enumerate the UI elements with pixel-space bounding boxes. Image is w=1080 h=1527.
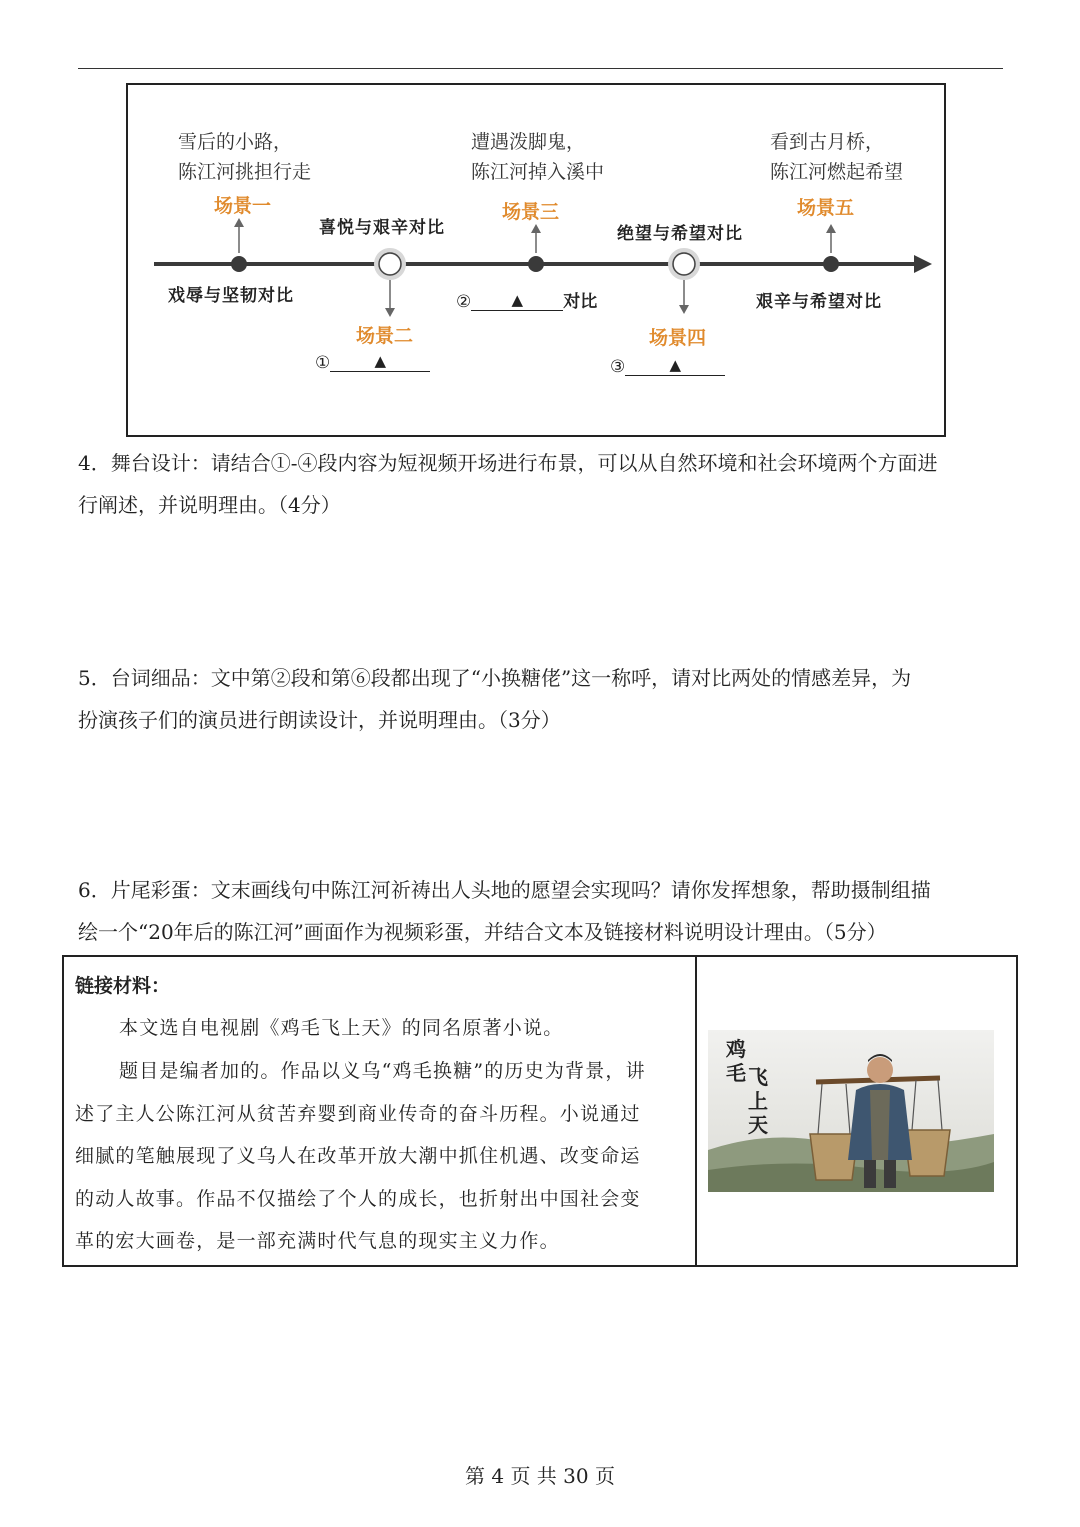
up-arrow bbox=[234, 218, 244, 227]
question-6: 6．片尾彩蛋：文末画线句中陈江河祈祷出人头地的愿望会实现吗？请你发挥想象，帮助摄制组描 绘一个“20年后的陈江河”画面作为视频彩蛋，并结合文本及链接材料说明设计理由。（5分） bbox=[78, 878, 931, 944]
scene-one-dot bbox=[231, 256, 247, 272]
scene-four-label: 场景四 bbox=[649, 327, 707, 349]
question-5: 5．台词细品：文中第②段和第⑥段都出现了“小换糖佬”这一称呼，请对比两处的情感差异，为 扮演孩子们的演员进行朗读设计，并说明理由。（3分） bbox=[78, 666, 912, 732]
up-arrow bbox=[826, 224, 836, 233]
timeline-arrowhead bbox=[914, 255, 932, 273]
scene-three-label: 场景三 bbox=[502, 201, 560, 223]
scene-five-label: 场景五 bbox=[797, 197, 855, 219]
scene-two-label: 场景二 bbox=[356, 325, 414, 347]
scene-one-desc: 雪后的小路， 陈江河挑担行走 bbox=[178, 131, 312, 183]
scene-three-desc: 遭遇泼脚鬼， 陈江河掉入溪中 bbox=[471, 131, 605, 183]
question-4: 4．舞台设计：请结合①-④段内容为短视频开场进行布景，可以从自然环境和社会环境两个方面进 行阐述，并说明理由。（4分） bbox=[78, 451, 938, 517]
blank-one: ① ▲ bbox=[315, 353, 430, 374]
material-title: 链接材料： bbox=[75, 975, 171, 997]
material-line: 题目是编者加的。作品以义乌“鸡毛换糖”的历史为背景，讲 bbox=[119, 1060, 646, 1082]
material-line: 细腻的笔触展现了义乌人在改革开放大潮中抓住机遇、改变命运 bbox=[75, 1145, 641, 1167]
scene-three-dot bbox=[528, 256, 544, 272]
scene-one-label: 场景一 bbox=[214, 195, 272, 217]
material-line: 本文选自电视剧《鸡毛飞上天》的同名原著小说。 bbox=[119, 1017, 564, 1039]
down-arrow bbox=[385, 308, 395, 317]
table-divider bbox=[695, 957, 697, 1265]
scene-five-desc: 看到古月桥， 陈江河燃起希望 bbox=[770, 131, 904, 183]
top-rule bbox=[78, 68, 1003, 69]
material-line: 革的宏大画卷，是一部充满时代气息的现实主义力作。 bbox=[75, 1230, 560, 1252]
plot-diagram bbox=[126, 83, 946, 437]
contrast-label: 绝望与希望对比 bbox=[617, 224, 743, 244]
scene-five-dot bbox=[823, 256, 839, 272]
down-arrow bbox=[679, 305, 689, 314]
poster-title: 鸡毛 飞上天 bbox=[726, 1037, 768, 1137]
link-material-table bbox=[62, 955, 1018, 1267]
material-line: 的动人故事。作品不仅描绘了个人的成长，也折射出中国社会变 bbox=[75, 1188, 641, 1210]
scene-four-dot bbox=[671, 251, 697, 277]
contrast-label: 艰辛与希望对比 bbox=[756, 292, 882, 312]
up-arrow bbox=[531, 224, 541, 233]
contrast-label: 喜悦与艰辛对比 bbox=[319, 218, 445, 238]
contrast-label: 戏辱与坚韧对比 bbox=[168, 286, 294, 306]
blank-three: ③ ▲ bbox=[610, 357, 725, 378]
material-line: 述了主人公陈江河从贫苦弃婴到商业传奇的奋斗历程。小说通过 bbox=[75, 1103, 641, 1125]
page-footer: 第 4 页 共 30 页 bbox=[465, 1464, 615, 1488]
scene-two-dot bbox=[377, 251, 403, 277]
tv-drama-poster-image bbox=[708, 1030, 994, 1192]
blank-two: ② ▲ 对比 bbox=[456, 291, 598, 312]
